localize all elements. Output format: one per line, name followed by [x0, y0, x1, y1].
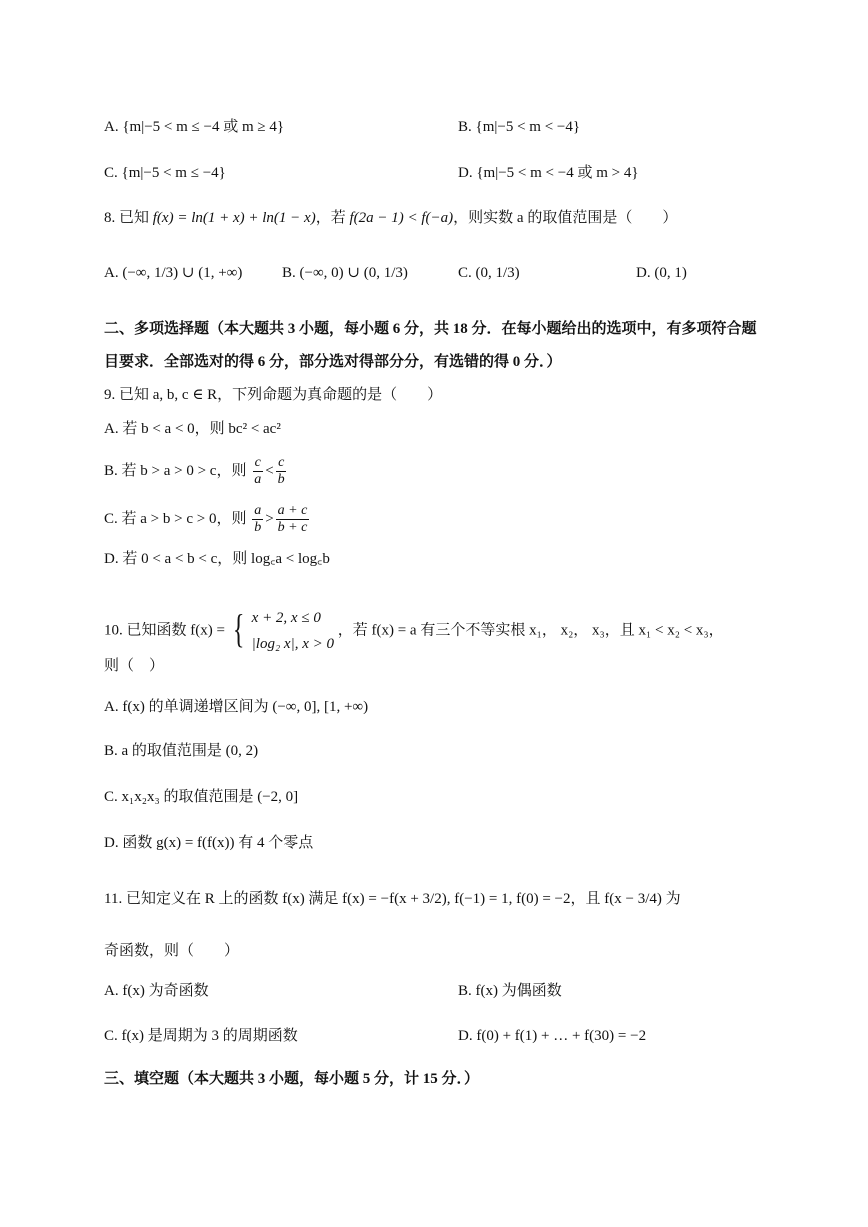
fraction: $\frac{a + c}{b + c}$	[277, 503, 308, 535]
fraction: $\frac{c}{a}$	[254, 455, 262, 487]
q10-option-a: A. f(x) 的单调递增区间为 (−∞, 0], [1, +∞)	[104, 699, 369, 715]
q11-stem-end: 奇函数，则（ ）	[104, 943, 240, 959]
q7-option-d: D. {m|−5 < m < −4 或 m > 4}	[458, 165, 639, 181]
q7-option-c: C. {m|−5 < m ≤ −4}	[104, 165, 226, 181]
q11-stem: 11. 已知定义在 R 上的函数 f(x) 满足 f(x) = −f(x + 3/2), f(−1) = 1, f(0) = −2，且 f(x − 3/4) 为	[104, 891, 681, 907]
section2-heading-line1: 二、多项选择题（本大题共 3 小题，每小题 6 分，共 18 分．在每小题给出的选项中，有多项符合题	[104, 321, 757, 337]
piecewise-cases: x + 2, x ≤ 0 |log₂ x|, x > 0	[251, 610, 334, 652]
q8-option-d: D. (0, 1)	[636, 265, 687, 281]
q9-option-d: D. 若 0 < a < b < c，则 log꜀a < log꜀b	[104, 551, 330, 567]
section2-heading-line2: 目要求．全部选对的得 6 分，部分选对得部分分，有选错的得 0 分．）	[104, 354, 562, 370]
q8-option-b: B. (−∞, 0) ∪ (0, 1/3)	[282, 265, 408, 281]
q9-option-a: A. 若 b < a < 0，则 bc² < ac²	[104, 421, 281, 437]
q10-option-c: C. x₁x₂x₃ 的取值范围是 (−2, 0]	[104, 789, 299, 805]
fraction: $\frac{c}{b}$	[277, 455, 285, 487]
section3-heading: 三、填空题（本大题共 3 小题，每小题 5 分，计 15 分．）	[104, 1071, 480, 1087]
q10-stem-end: 则（ ）	[104, 658, 165, 674]
q8-option-c: C. (0, 1/3)	[458, 265, 520, 281]
q9-option-c: C. 若 a > b > c > 0，则 $\frac{a}{b}$ > $\frac{a + c}{b + c}$	[104, 503, 308, 535]
q10-option-d: D. 函数 g(x) = f(f(x)) 有 4 个零点	[104, 835, 314, 851]
q7-option-a: A. {m|−5 < m ≤ −4 或 m ≥ 4}	[104, 119, 285, 135]
q8-stem: 8. 已知 f(x) = ln(1 + x) + ln(1 − x)，若 f(2a − 1) < f(−a)，则实数 a 的取值范围是（ ）	[104, 210, 678, 226]
q8-option-a: A. (−∞, 1/3) ∪ (1, +∞)	[104, 265, 243, 281]
q11-option-c: C. f(x) 是周期为 3 的周期函数	[104, 1028, 298, 1044]
q7-option-b: B. {m|−5 < m < −4}	[458, 119, 581, 135]
q11-option-b: B. f(x) 为偶函数	[458, 983, 562, 999]
q9-option-b: B. 若 b > a > 0 > c，则 $\frac{c}{a}$ < $\frac{c}{b}$	[104, 455, 285, 487]
q10-stem: 10. 已知函数 f(x) = { x + 2, x ≤ 0 |log₂ x|, x > 0 ，若 f(x) = a 有三个不等实根 x₁， x₂， x₃，且 x₁ < x₂ < x₃，	[104, 605, 724, 657]
q11-option-d: D. f(0) + f(1) + … + f(30) = −2	[458, 1028, 647, 1044]
q11-option-a: A. f(x) 为奇函数	[104, 983, 209, 999]
q10-option-b: B. a 的取值范围是 (0, 2)	[104, 743, 259, 759]
q9-stem: 9. 已知 a, b, c ∈ R，下列命题为真命题的是（ ）	[104, 387, 443, 403]
fraction: $\frac{a}{b}$	[254, 503, 262, 535]
